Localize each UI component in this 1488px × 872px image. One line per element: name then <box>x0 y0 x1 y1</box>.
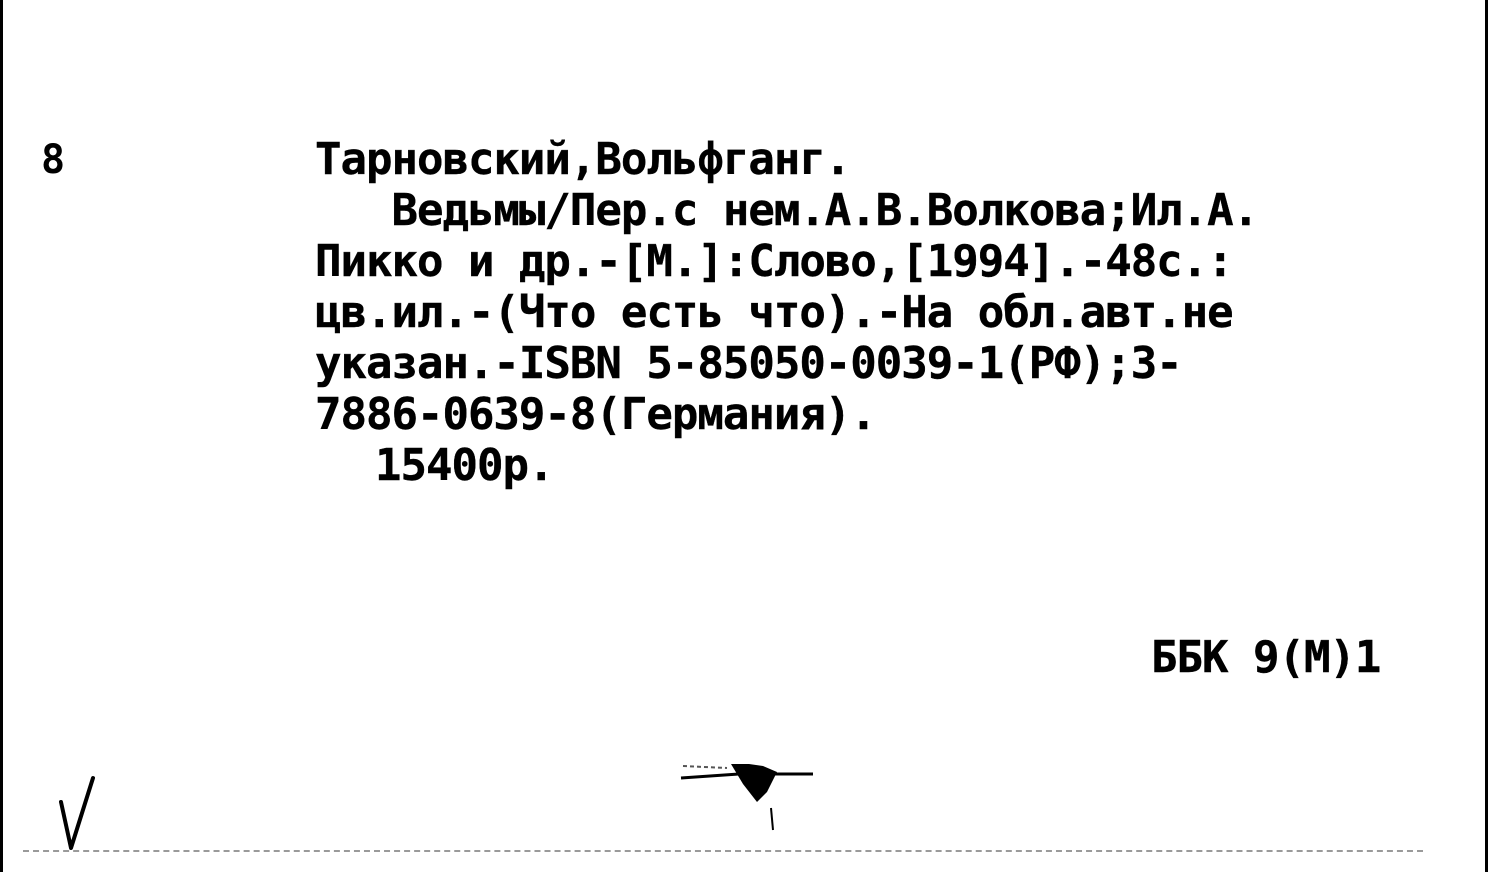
price: 15400р. <box>375 440 554 491</box>
check-mark-icon <box>55 772 101 852</box>
bbk-classification: ББК 9(М)1 <box>1151 632 1381 683</box>
description-line: Ведьмы/Пер.с нем.А.В.Волкова;Ил.А. <box>315 185 1259 236</box>
description-line: 7886-0639-8(Германия). <box>315 389 876 440</box>
shelf-mark: 8 <box>41 137 66 183</box>
author-heading: Тарновский,Вольфганг. <box>315 134 851 185</box>
description-line: цв.ил.-(Что есть что).-На обл.авт.не <box>315 287 1233 338</box>
description-line: указан.-ISBN 5-85050-0039-1(РФ);3- <box>315 338 1182 389</box>
ink-blot-icon <box>679 744 819 834</box>
bottom-dotted-line <box>23 850 1423 852</box>
description-line: Пикко и др.-[М.]:Слово,[1994].-48с.: <box>315 236 1233 287</box>
